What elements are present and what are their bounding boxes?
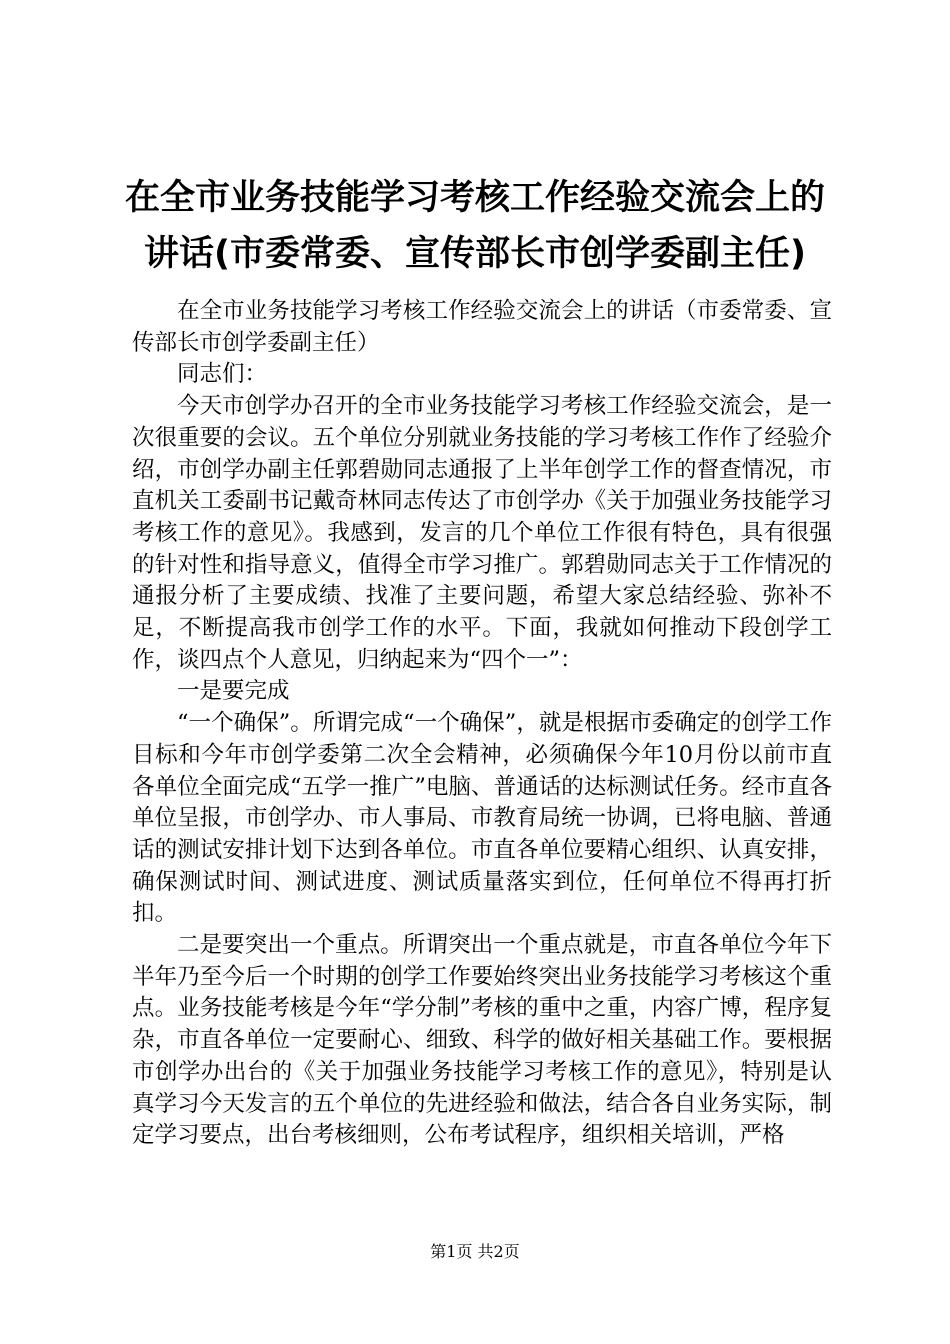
paragraph-intro: 今天市创学办召开的全市业务技能学习考核工作经验交流会，是一次很重要的会议。五个单位分别就业务技能的学习考核工作作了经验介绍，市创学办副主任郭碧勋同志通报了上半年创学工作的督查情况，市直机关工委副书记戴奇林同志传达了市创学办《关于加强业务技能学习考核工作的意见》。我感到，发言的几个单位工作很有特色，具有很强的针对性和指导意义，值得全市学习推广。郭碧勋同志关于工作情况的通报分析了主要成绩、找准了主要问题，希望大家总结经验、弥补不足，不断提高我市创学工作的水平。下面，我就如何推动下段创学工作，谈四点个人意见，归纳起来为“四个一”： <box>132 393 832 673</box>
paragraph-point-two: 二是要突出一个重点。所谓突出一个重点就是，市直各单位今年下半年乃至今后一个时期的创学工作要始终突出业务技能学习考核这个重点。业务技能考核是今年“学分制”考核的重中之重，内容广博，程序复杂，市直各单位一定要耐心、细致、科学的做好相关基础工作。要根据市创学办出台的《关于加强业务技能学习考核工作的意见》，特别是认真学习今天发言的五个单位的先进经验和做法，结合各自业务实际，制定学习要点，出台考核细则，公布考试程序，组织相关培训，严格 <box>132 932 832 1149</box>
paragraph-point-one: “一个确保”。所谓完成“一个确保”，就是根据市委确定的创学工作目标和今年市创学委第二次全会精神，必须确保今年10月份以前市直各单位全面完成“五学一推广”电脑、普通话的达标测试任务。经市直各单位呈报，市创学办、市人事局、市教育局统一协调，已将电脑、普通话的测试安排计划下达到各单位。市直各单位要精心组织、认真安排，确保测试时间、测试进度、测试质量落实到位，任何单位不得再打折扣。 <box>132 710 832 927</box>
document-body <box>132 296 832 1152</box>
paragraph-salutation: 同志们： <box>177 361 268 388</box>
document-title: 在全市业务技能学习考核工作经验交流会上的讲话(市委常委、宣传部长市创学委副主任) <box>124 178 825 274</box>
paragraph-point-one-heading: 一是要完成 <box>177 678 290 705</box>
page-footer: 第1页 共2页 <box>430 1242 520 1261</box>
paragraph-heading-repeat: 在全市业务技能学习考核工作经验交流会上的讲话（市委常委、宣传部长市创学委副主任） <box>132 298 832 356</box>
